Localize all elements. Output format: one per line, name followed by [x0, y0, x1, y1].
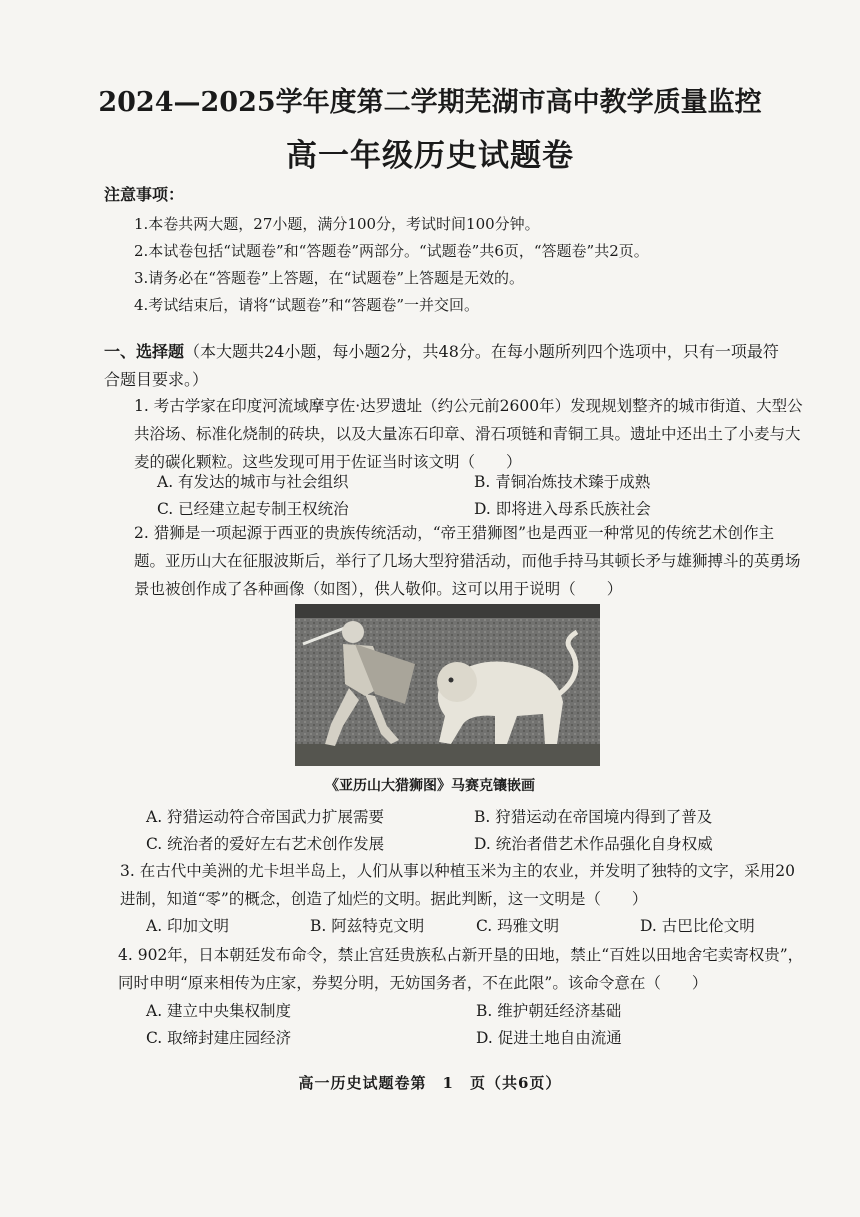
question-2-stem: 2. 猎狮是一项起源于西亚的贵族传统活动，“帝王猎狮图”也是西亚一种常见的传统艺术创作主题。亚历山大在征服波斯后，举行了几场大型狩猎活动，而他手持马其顿长矛与雄狮搏斗的英勇场景也被创作成了各种画像（如图），供人敬仰。这可以用于说明（ ）	[134, 524, 801, 598]
question-1-option-d: D. 即将进入母系氏族社会	[474, 500, 651, 518]
question-3-option-d: D. 古巴比伦文明	[640, 917, 755, 935]
question-2-option-c: C. 统治者的爱好左右艺术创作发展	[146, 835, 385, 853]
question-4-stem: 4. 902年，日本朝廷发布命令，禁止宫廷贵族私占新开垦的田地，禁止“百姓以田地舍宅卖寄权贵”，同时申明“原来相传为庄家，券契分明，无妨国务者，不在此限”。该命令意在（ ）	[118, 946, 804, 992]
question-1-option-b: B. 青铜冶炼技术臻于成熟	[474, 473, 651, 491]
section-label: 一、选择题	[104, 342, 185, 361]
notes-heading: 注意事项：	[104, 185, 185, 204]
note-item: 3.请务必在“答题卷”上答题，在“试题卷”上答题是无效的。	[134, 269, 524, 287]
question-2-option-a: A. 狩猎运动符合帝国武力扩展需要	[146, 808, 385, 826]
page-footer: 高一历史试题卷第 1 页（共6页）	[298, 1074, 562, 1092]
note-item: 2.本试卷包括“试题卷”和“答题卷”两部分。“试题卷”共6页，“答题卷”共2页。	[134, 242, 649, 260]
question-2-option-b: B. 狩猎运动在帝国境内得到了普及	[474, 808, 713, 826]
question-1-option-a: A. 有发达的城市与社会组织	[157, 473, 349, 491]
figure-caption: 《亚历山大猎狮图》马赛克镶嵌画	[325, 778, 535, 794]
question-4-option-b: B. 维护朝廷经济基础	[476, 1002, 622, 1020]
question-4-option-d: D. 促进土地自由流通	[476, 1029, 622, 1047]
question-3-option-b: B. 阿兹特克文明	[310, 917, 425, 935]
question-4-option-c: C. 取缔封建庄园经济	[146, 1029, 292, 1047]
question-3-stem: 3. 在古代中美洲的尤卡坦半岛上，人们从事以种植玉米为主的农业，并发明了独特的文字，采用20进制，知道“零”的概念，创造了灿烂的文明。据此判断，这一文明是（ ）	[120, 862, 795, 908]
section-instructions: （本大题共24小题，每小题2分，共48分。在每小题所列四个选项中，只有一项最符合题目要求。）	[104, 342, 779, 389]
question-1-option-c: C. 已经建立起专制王权统治	[157, 500, 349, 518]
note-item: 4.考试结束后，请将“试题卷”和“答题卷”一并交回。	[134, 296, 479, 314]
question-3-option-a: A. 印加文明	[146, 917, 230, 935]
note-item: 1.本卷共两大题，27小题，满分100分，考试时间100分钟。	[134, 215, 540, 233]
exam-title-line2: 高一年级历史试题卷	[286, 138, 574, 174]
question-4-option-a: A. 建立中央集权制度	[146, 1002, 292, 1020]
exam-title-line1: 2024—2025学年度第二学期芜湖市高中教学质量监控	[98, 87, 762, 118]
question-2-option-d: D. 统治者借艺术作品强化自身权威	[474, 835, 713, 853]
question-1-stem: 1. 考古学家在印度河流域摩亨佐·达罗遗址（约公元前2600年）发现规划整齐的城市街道、大型公共浴场、标准化烧制的砖块，以及大量冻石印章、滑石项链和青铜工具。遗址中还出土了小麦与大麦的碳化颗粒。这些发现可用于佐证当时该文明（ ）	[134, 397, 803, 471]
section-header	[104, 338, 794, 394]
alexander-lion-hunt-mosaic-image	[295, 604, 600, 766]
question-3-option-c: C. 玛雅文明	[476, 917, 560, 935]
